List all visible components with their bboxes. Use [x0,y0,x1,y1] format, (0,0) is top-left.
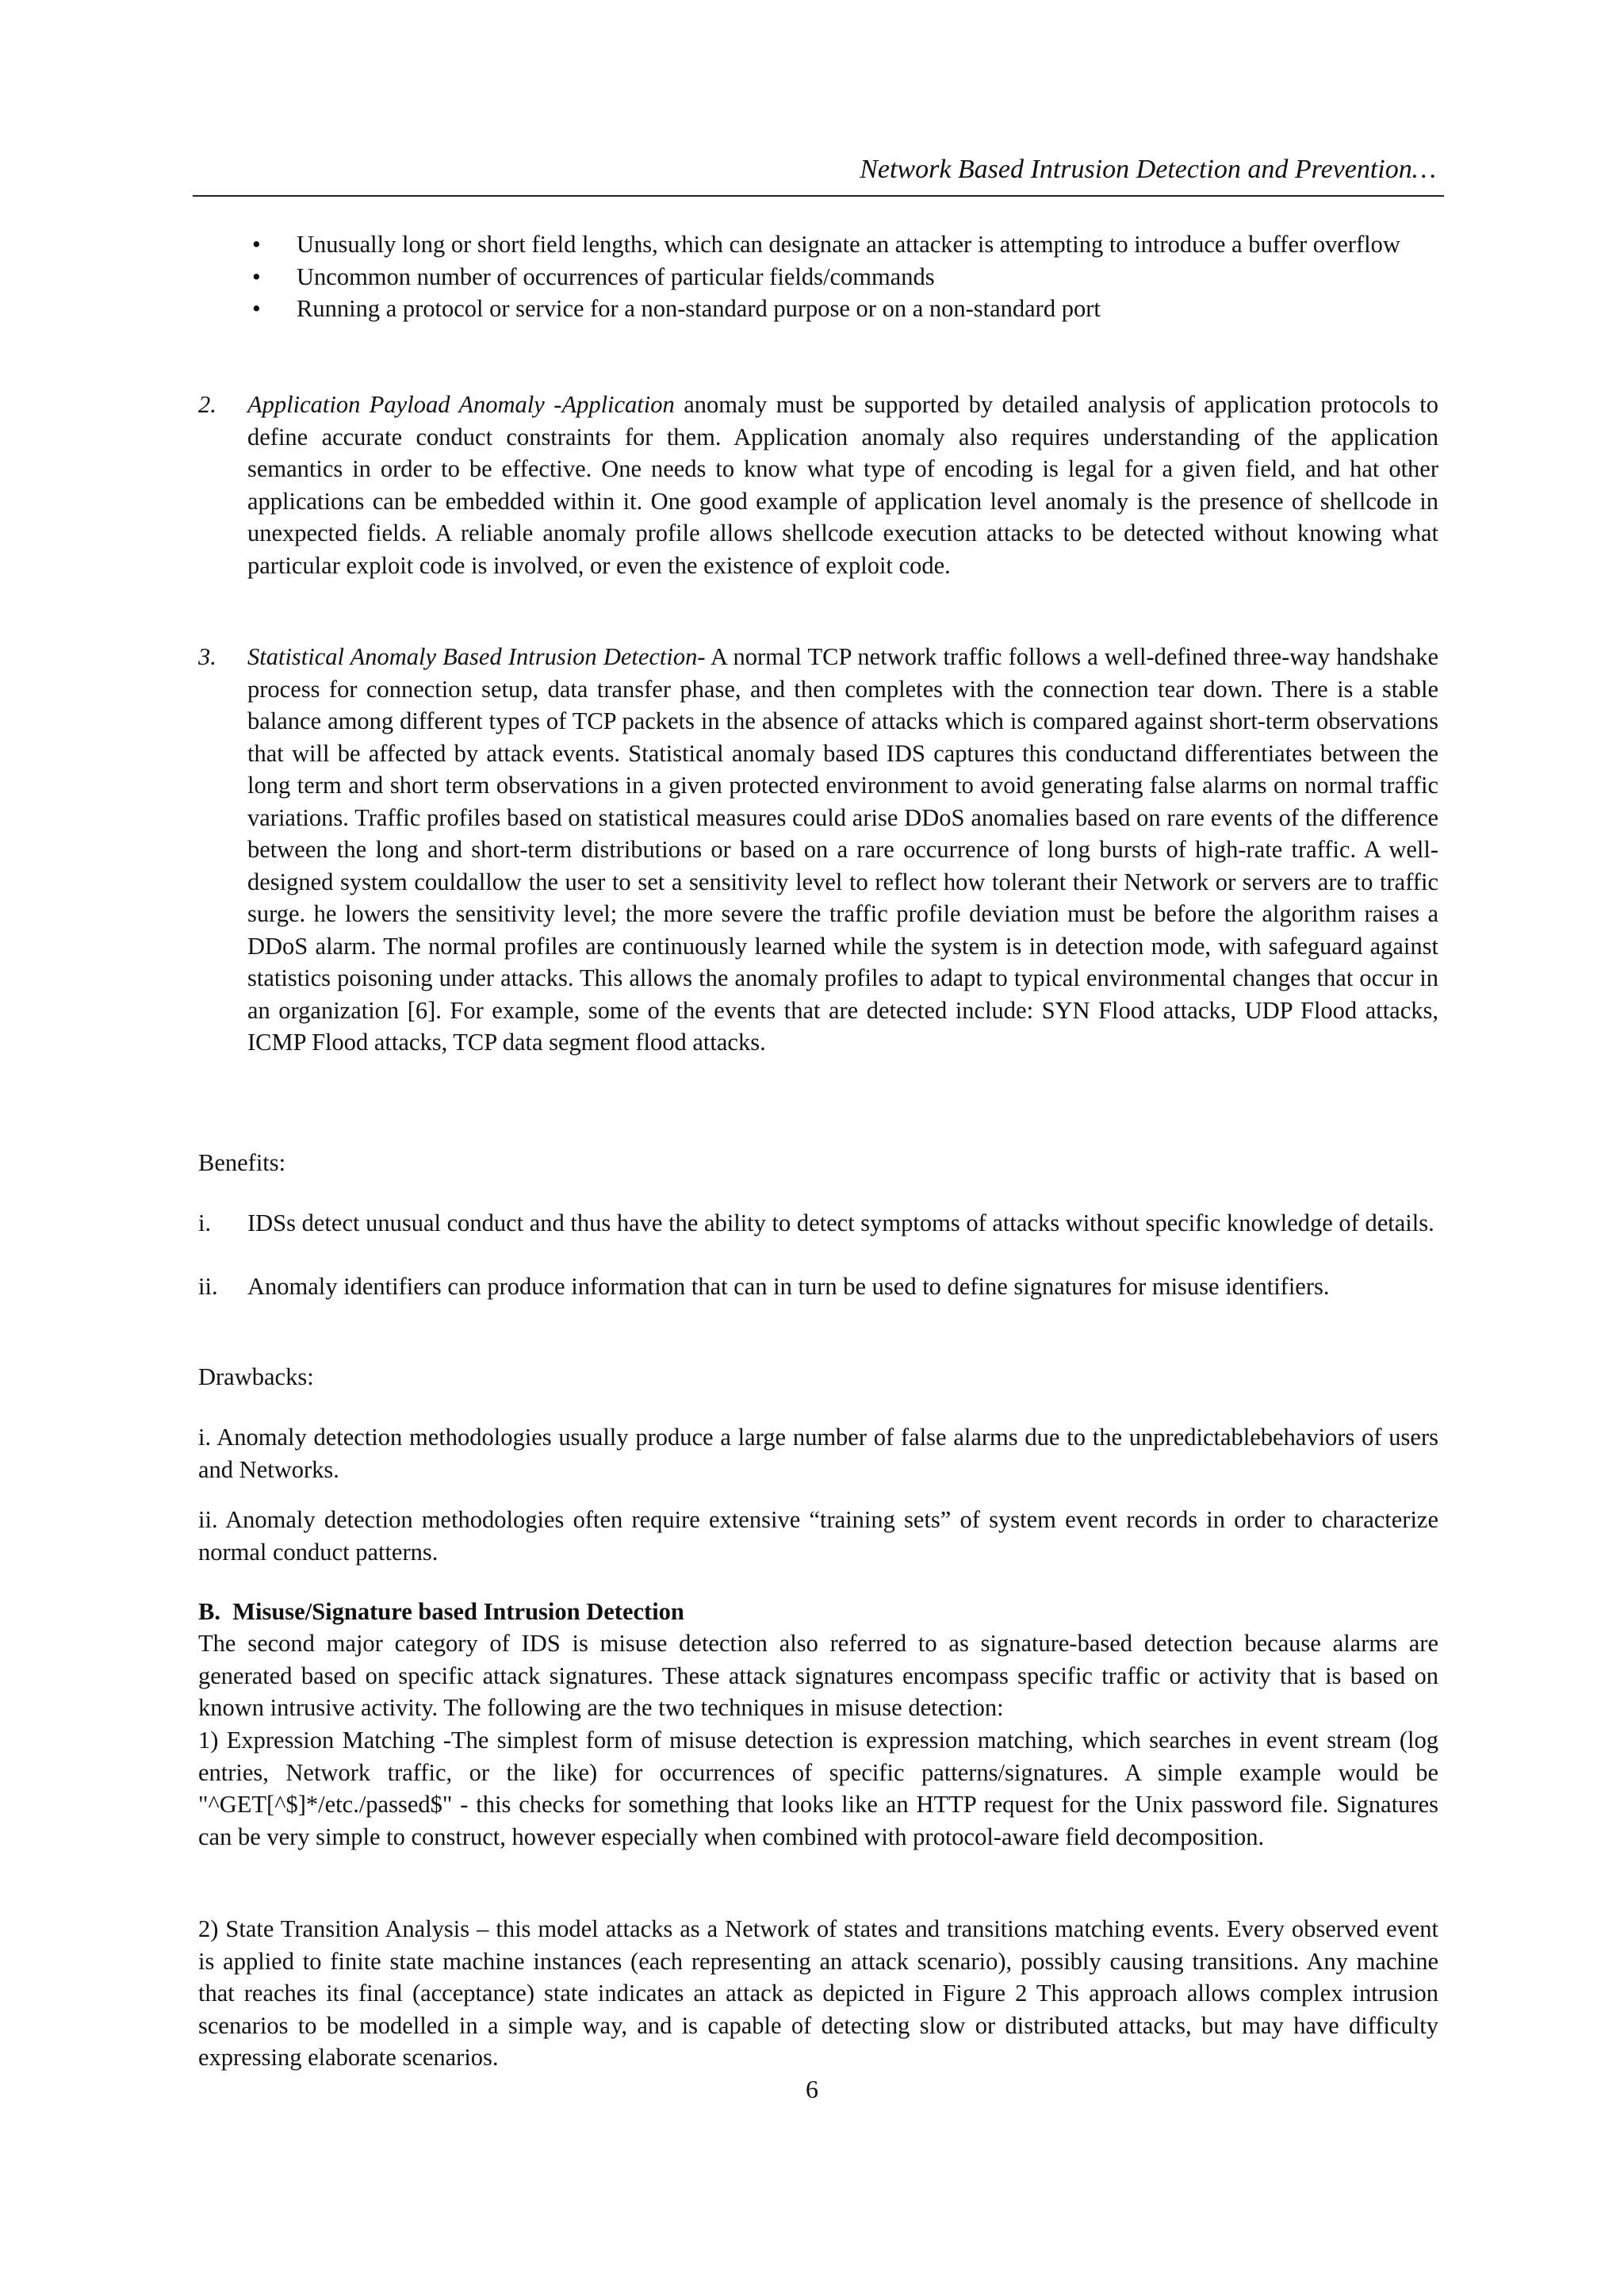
item-title: Statistical Anomaly Based Intrusion Detection [247,643,698,670]
bullet-text: Unusually long or short field lengths, which can designate an attacker is attempting to introduce a buffer overflow [297,231,1400,258]
item-text: IDSs detect unusual conduct and thus have the ability to detect symptoms of attacks without specific knowledge of details. [247,1209,1434,1236]
item-body [247,641,1438,1059]
section-heading: B. Misuse/Signature based Intrusion Detection [198,1598,684,1625]
bullet-text: Running a protocol or service for a non-standard purpose or on a non-standard port [297,295,1101,322]
bullet-icon: • [252,263,261,290]
item-number: ii. [198,1273,218,1300]
state-transition-paragraph: 2) State Transition Analysis – this model attacks as a Network of states and transitions matching events. Every observed event is applied to finite state machine instances (each representing an attack scenario), possibly causing transitions. Any machine that reaches its final (acceptance) state indicates an attack as depicted in Figure 2 This approach allows complex intrusion scenarios to be modelled in a simple way, and is capable of detecting slow or distributed attacks, but may have difficulty expressing elaborate scenarios. [198,1915,1438,2071]
item-title: Application Payload Anomaly -Application [247,391,675,418]
drawback-item: ii. Anomaly detection methodologies often require extensive “training sets” of system event records in order to characterize normal conduct patterns. [198,1506,1438,1566]
item-text: anomaly must be supported by detailed analysis of application protocols to define accurate conduct constraints for them. Application anomaly also requires understanding of the application semantics in order to be effective. One needs to know what type of encoding is legal for a given field, and hat other applications can be embedded within it. One good example of application level anomaly is the presence of shellcode in unexpected fields. A reliable anomaly profile allows shellcode execution attacks to be detected without knowing what particular exploit code is involved, or even the existence of exploit code. [247,391,1439,579]
item-number: 2. [198,391,216,418]
numbered-item-3 [198,641,1438,1059]
section-intro: The second major category of IDS is misuse detection also referred to as signature-based detection because alarms are generated based on specific attack signatures. These attack signatures encompass specific traffic or activity that is based on known intrusive activity. The following are the two techniques in misuse detection: [198,1630,1438,1721]
bullet-icon: • [252,295,261,322]
expression-matching-paragraph: 1) Expression Matching -The simplest form of misuse detection is expression matching, which searches in event stream (log entries, Network traffic, or the like) for occurrences of specific patterns/signatures. A simple example would be "^GET[^$]*/etc./passed$" - this checks for something that looks like an HTTP request for the Unix password file. Signatures can be very simple to construct, however especially when combined with protocol-aware field decomposition. [198,1727,1438,1850]
drawbacks-label: Drawbacks: [198,1363,314,1390]
item-text: - A normal TCP network traffic follows a well-defined three-way handshake process for connection setup, data transfer phase, and then completes with the connection tear down. There is a stable balance among different types of TCP packets in the absence of attacks which is compared against short-term observations that will be affected by attack events. Statistical anomaly based IDS captures this conductand differentiates between the long term and short term observations in a given protected environment to avoid generating false alarms on normal traffic variations. Traffic profiles based on statistical measures could arise DDoS anomalies based on rare events of the difference between the long and short-term distributions or based on a rare occurrence of long bursts of high-rate traffic. A well-designed system couldallow the user to set a sensitivity level to reflect how tolerant their Network or servers are to traffic surge. he lowers the sensitivity level; the more severe the traffic profile deviation must be before the algorithm raises a DDoS alarm. The normal profiles are continuously learned while the system is in detection mode, with safeguard against statistics poisoning under attacks. This allows the anomaly profiles to adapt to typical environmental changes that occur in an organization [6]. For example, some of the events that are detected include: SYN Flood attacks, UDP Flood attacks, ICMP Flood attacks, TCP data segment flood attacks. [247,643,1438,1056]
benefits-label: Benefits: [198,1149,286,1176]
numbered-item-2 [198,389,1438,581]
item-number: 3. [198,643,216,670]
item-number: i. [198,1209,212,1236]
benefit-item [198,1271,1438,1303]
bullet-text: Uncommon number of occurrences of particular fields/commands [297,263,935,290]
drawback-item: i. Anomaly detection methodologies usually produce a large number of false alarms due to the unpredictablebehaviors of users and Networks. [198,1424,1438,1483]
list-item [252,261,1438,293]
bullet-list [252,228,1438,325]
page-number: 6 [806,2075,818,2103]
item-body [247,389,1438,581]
benefit-item [198,1207,1438,1240]
bullet-icon: • [252,231,261,258]
item-text: Anomaly identifiers can produce information that can in turn be used to define signatures for misuse identifiers. [247,1273,1330,1300]
running-title: Network Based Intrusion Detection and Prevention… [860,155,1436,184]
list-item [252,293,1438,325]
list-item [252,228,1438,261]
running-header [193,152,1444,197]
